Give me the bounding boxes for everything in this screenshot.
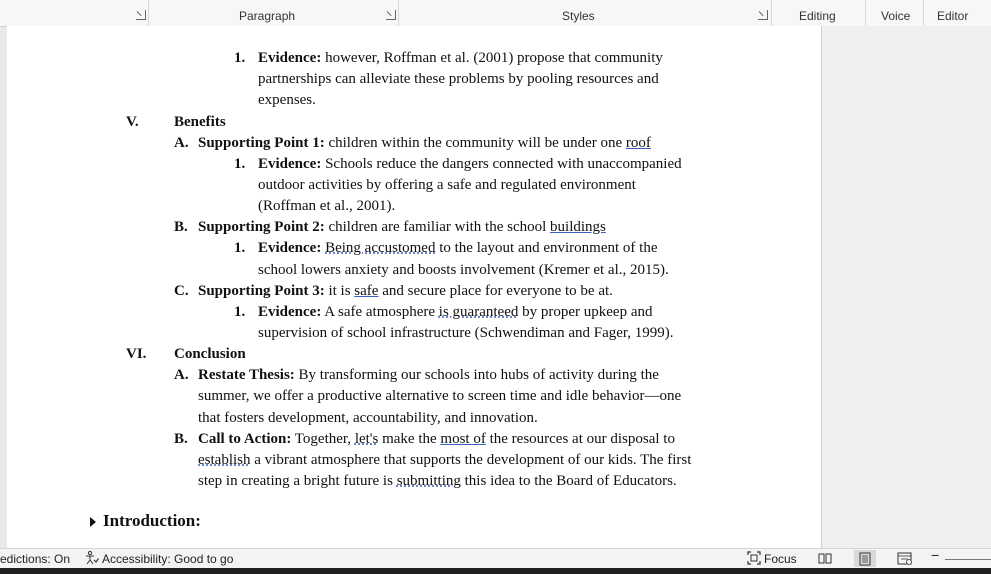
flagged-word[interactable]: submitting [396, 473, 461, 489]
body-text: this idea to the Board of Educators. [460, 473, 677, 489]
section-number: V. [126, 114, 139, 130]
body-text: that fosters development, accountability, and innovation. [198, 410, 538, 426]
body-text: the resources at our disposal to [485, 431, 675, 447]
outline-line [258, 50, 663, 67]
flagged-word[interactable]: safe [354, 283, 379, 299]
body-text: make the [378, 431, 441, 447]
ribbon-separator [865, 0, 866, 26]
outline-line [258, 304, 652, 321]
ribbon-separator [771, 0, 772, 26]
list-number: 1. [234, 304, 246, 320]
outline-line [198, 283, 613, 300]
label-bold: Evidence: [258, 304, 322, 320]
document-page[interactable] [7, 26, 821, 548]
ribbon-separator [923, 0, 924, 26]
body-text: (Roffman et al., 2001). [258, 198, 396, 214]
accessibility-status[interactable]: Accessibility: Good to go [102, 552, 234, 566]
outline-line [198, 431, 675, 448]
web-layout-icon[interactable] [894, 550, 916, 567]
label-bold: Evidence: [258, 240, 322, 256]
list-letter: A. [174, 367, 189, 383]
ribbon-separator [148, 0, 149, 26]
outline-line [198, 452, 691, 469]
body-text: to the layout and environment of the [435, 240, 658, 256]
list-letter: B. [174, 431, 188, 447]
body-text: children within the community will be under one [324, 135, 626, 151]
text-predictions-status[interactable]: edictions: On [0, 552, 71, 566]
body-text: by proper upkeep and [518, 304, 653, 320]
section-title: Conclusion [174, 346, 246, 362]
flagged-phrase[interactable]: is guaranteed [438, 304, 519, 320]
body-text: summer, we offer a productive alternative to screen time and idle behavior—one [198, 388, 682, 404]
outline-line [198, 367, 659, 384]
outline-line [258, 240, 658, 257]
zoom-slider[interactable] [945, 559, 991, 560]
ribbon-group-paragraph: Paragraph [239, 9, 296, 23]
body-text: school lowers anxiety and boosts involvement (Kremer et al., 2015). [258, 262, 669, 278]
label-bold: Evidence: [258, 50, 322, 66]
body-text: partnerships can alleviate these problems by pooling resources and [258, 71, 659, 87]
print-layout-icon[interactable] [854, 550, 876, 567]
read-mode-icon[interactable] [814, 550, 836, 567]
body-text: A safe atmosphere [321, 304, 439, 320]
list-number: 1. [234, 156, 246, 172]
ribbon [0, 0, 991, 27]
status-bar [0, 548, 991, 569]
ribbon-group-editor[interactable]: Editor [937, 9, 969, 23]
ribbon-group-editing[interactable]: Editing [799, 9, 836, 23]
label-bold: Restate Thesis: [198, 367, 295, 383]
expand-triangle-icon[interactable] [90, 517, 96, 527]
body-text: Together, [291, 431, 355, 447]
section-number: VI. [126, 346, 147, 362]
flagged-word[interactable]: let's [354, 431, 379, 447]
ribbon-separator [398, 0, 399, 26]
body-text: step in creating a bright future is [198, 473, 397, 489]
body-text: children are familiar with the school [324, 219, 551, 235]
label-bold: Supporting Point 3: [198, 283, 325, 299]
body-text: it is [324, 283, 355, 299]
styles-dialog-launcher-icon[interactable] [758, 10, 768, 20]
list-letter: B. [174, 219, 188, 235]
side-pane [821, 26, 991, 548]
focus-button[interactable]: Focus [764, 552, 797, 566]
taskbar-edge [0, 568, 991, 574]
heading-text: Introduction: [103, 511, 201, 530]
label-bold: Call to Action: [198, 431, 292, 447]
list-letter: C. [174, 283, 189, 299]
flagged-word[interactable]: roof [625, 135, 651, 151]
flagged-phrase[interactable]: Being accustomed [325, 240, 436, 256]
collapsed-heading-introduction[interactable] [90, 511, 201, 531]
font-dialog-launcher-icon[interactable] [136, 10, 146, 20]
body-text: expenses. [258, 92, 316, 108]
body-text: By transforming our schools into hubs of activity during the [294, 367, 659, 383]
outline-line [234, 50, 245, 67]
label-bold: Supporting Point 2: [198, 219, 325, 235]
outline-line [258, 156, 682, 173]
label-bold: Evidence: [258, 156, 322, 172]
label-bold: Supporting Point 1: [198, 135, 325, 151]
outline-line [198, 473, 677, 490]
section-title: Benefits [174, 114, 226, 130]
list-letter: A. [174, 135, 189, 151]
body-text: a vibrant atmosphere that supports the development of our kids. The first [250, 452, 692, 468]
flagged-word[interactable]: buildings [550, 219, 606, 235]
flagged-word[interactable]: establish [198, 452, 251, 468]
outline-line [198, 135, 651, 152]
list-number: 1. [234, 240, 246, 256]
outline-line [198, 219, 606, 236]
body-text: supervision of school infrastructure (Schwendiman and Fager, 1999). [258, 325, 674, 341]
zoom-out-icon[interactable]: − [931, 547, 940, 563]
body-text: Schools reduce the dangers connected with unaccompanied [321, 156, 682, 172]
list-number: 1. [234, 50, 246, 66]
ribbon-group-voice[interactable]: Voice [881, 9, 911, 23]
accessibility-icon [85, 550, 99, 568]
flagged-phrase[interactable]: most of [440, 431, 486, 447]
ribbon-group-styles: Styles [562, 9, 595, 23]
body-text: and secure place for everyone to be at. [378, 283, 613, 299]
paragraph-dialog-launcher-icon[interactable] [386, 10, 396, 20]
focus-icon[interactable] [747, 551, 761, 568]
body-text: however, Roffman et al. (2001) propose that community [321, 50, 663, 66]
body-text: outdoor activities by offering a safe and regulated environment [258, 177, 636, 193]
